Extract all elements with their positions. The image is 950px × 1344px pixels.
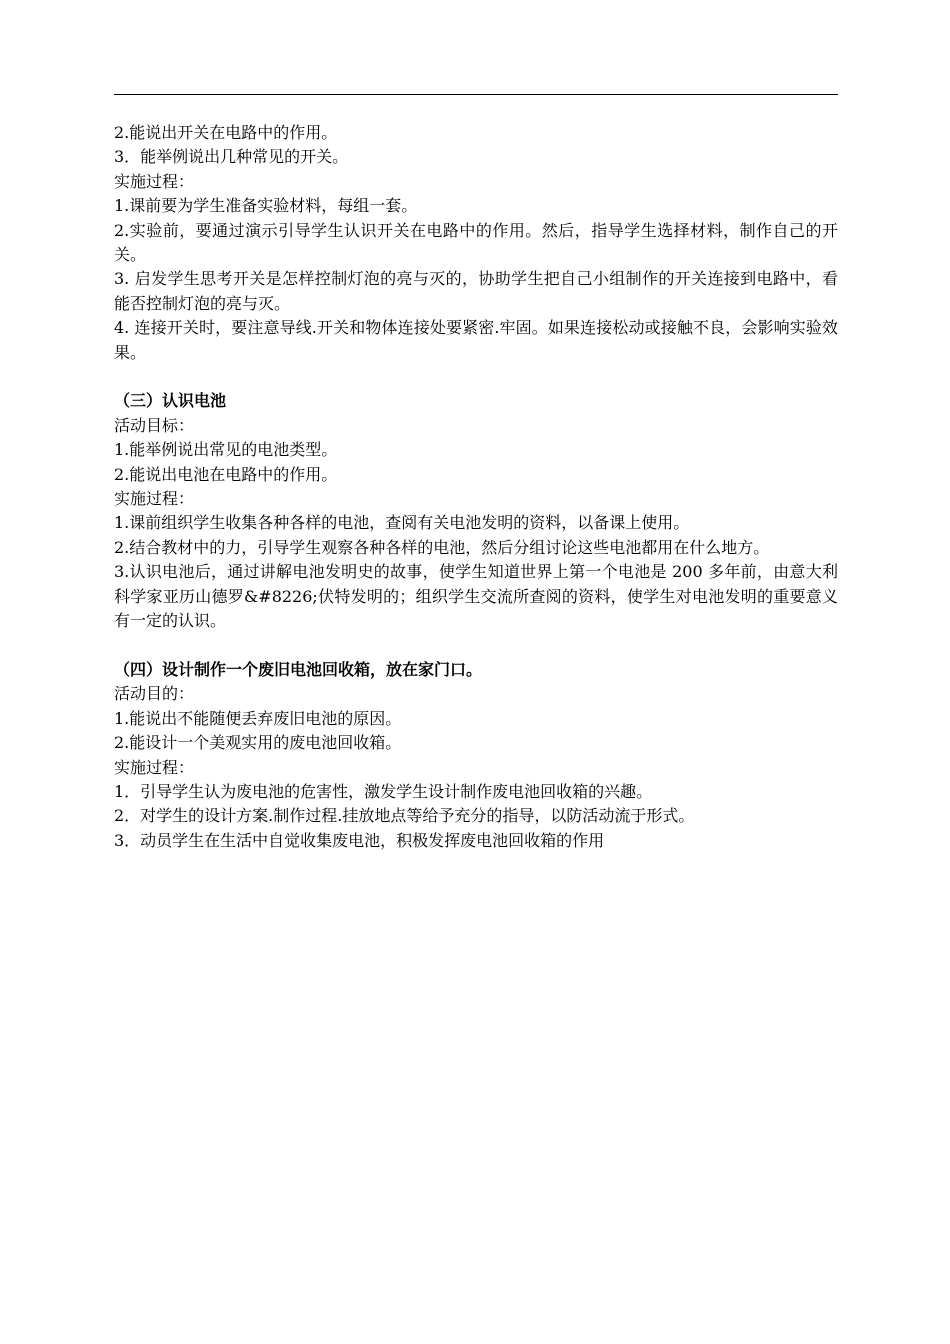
goal-item: 2.能设计一个美观实用的废电池回收箱。 <box>114 733 402 753</box>
header-rule <box>114 94 838 95</box>
goal-item: 1.能举例说出常见的电池类型。 <box>114 440 338 460</box>
section-heading: （四）设计制作一个废旧电池回收箱，放在家门口。 <box>114 659 483 679</box>
process-step: 2.结合教材中的力，引导学生观察各种各样的电池，然后分组讨论这些电池都用在什么地方。 <box>114 537 770 557</box>
process-step: 3.认识电池后，通过讲解电池发明史的故事，使学生知道世界上第一个电池是 200 多年前，由意大利科学家亚历山德罗&#8226;伏特发明的；组织学生交流所查阅的资料，使学生对电池发明的重要意义有一定的认识。 <box>114 562 838 631</box>
process-step: 1．引导学生认为废电池的危害性，激发学生设计制作废电池回收箱的兴趣。 <box>114 781 653 801</box>
goal-label: 活动目的： <box>114 684 195 704</box>
process-step: 4. 连接开关时，要注意导线.开关和物体连接处要紧密.牢固。如果连接松动或接触不良，会影响实验效果。 <box>114 318 838 362</box>
process-step: 2．对学生的设计方案.制作过程.挂放地点等给予充分的指导，以防活动流于形式。 <box>114 806 695 826</box>
goal-item: 2.能说出开关在电路中的作用。 <box>114 123 338 142</box>
section-spacer <box>114 634 838 658</box>
process-step: 3．动员学生在生活中自觉收集废电池，积极发挥废电池回收箱的作用 <box>114 830 605 850</box>
process-step: 2.实验前，要通过演示引导学生认识开关在电路中的作用。然后，指导学生选择材料，制作自己的开关。 <box>114 220 838 265</box>
section-heading: （三）认识电池 <box>114 391 227 411</box>
goal-label: 活动目标： <box>114 415 195 435</box>
section-spacer <box>114 365 838 389</box>
process-step: 3. 启发学生思考开关是怎样控制灯泡的亮与灭的，协助学生把自己小组制作的开关连接到电路中，看能否控制灯泡的亮与灭。 <box>114 269 838 313</box>
process-step: 1.课前组织学生收集各种各样的电池，查阅有关电池发明的资料，以备课上使用。 <box>114 513 690 533</box>
process-label: 实施过程： <box>114 757 195 777</box>
process-label: 实施过程： <box>114 489 195 509</box>
process-step: 1.课前要为学生准备实验材料，每组一套。 <box>114 196 418 216</box>
goal-item: 2.能说出电池在电路中的作用。 <box>114 464 338 484</box>
process-label: 实施过程： <box>114 171 195 191</box>
document-body <box>114 121 838 853</box>
goal-item: 3．能举例说出几种常见的开关。 <box>114 147 349 167</box>
goal-item: 1.能说出不能随便丢弃废旧电池的原因。 <box>114 708 402 728</box>
